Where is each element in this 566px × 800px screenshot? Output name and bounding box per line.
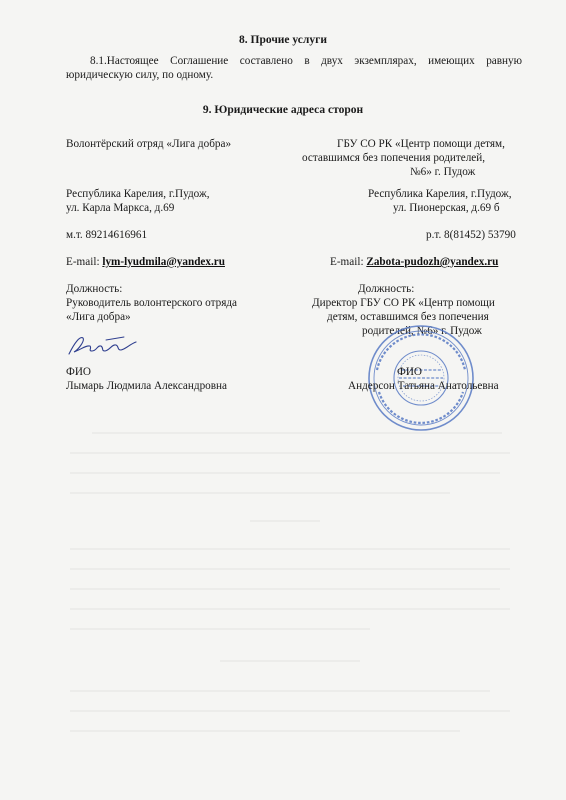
section-9-title: 9. Юридические адреса сторон bbox=[202, 104, 364, 116]
bleed-through-line bbox=[70, 710, 510, 712]
right-position-line1: Директор ГБУ СО РК «Центр помощи bbox=[312, 297, 495, 309]
bleed-through-line bbox=[220, 660, 360, 662]
left-phone: м.т. 89214616961 bbox=[66, 229, 148, 241]
left-email-line bbox=[66, 256, 225, 269]
left-fio: Лымарь Людмила Александровна bbox=[66, 380, 227, 392]
bleed-through-line bbox=[70, 608, 510, 610]
right-email-link[interactable]: Zabota-pudozh@yandex.ru bbox=[366, 256, 499, 268]
right-position-line3: родителей, №6» г. Пудож bbox=[362, 325, 482, 337]
left-fio-label: ФИО bbox=[66, 366, 91, 378]
left-org: Волонтёрский отряд «Лига добра» bbox=[66, 138, 232, 150]
right-phone: р.т. 8(81452) 53790 bbox=[426, 229, 516, 241]
right-email-label: E-mail: bbox=[330, 256, 367, 268]
right-position-line2: детям, оставшимся без попечения bbox=[327, 311, 489, 323]
section-8-text: 8.1.Настоящее Соглашение составлено в двух экземплярах, имеющих равную юридическую силу, по одному. bbox=[66, 55, 522, 81]
bleed-through-line bbox=[70, 492, 450, 494]
left-email-link[interactable]: lym-lyudmila@yandex.ru bbox=[102, 256, 225, 268]
bleed-through-line bbox=[92, 432, 502, 434]
right-org-line1: ГБУ СО РК «Центр помощи детям, bbox=[337, 138, 505, 150]
right-fio-label: ФИО bbox=[397, 366, 422, 378]
right-fio: Андерсон Татьяна Анатольевна bbox=[348, 380, 499, 392]
right-position-label: Должность: bbox=[358, 283, 415, 295]
left-address-line1: Республика Карелия, г.Пудож, bbox=[66, 188, 210, 200]
right-email-line bbox=[330, 256, 498, 269]
left-signature bbox=[66, 332, 138, 358]
bleed-through-line bbox=[250, 520, 320, 522]
bleed-through-line bbox=[70, 690, 490, 692]
bleed-through-line bbox=[70, 730, 460, 732]
section-8-title: 8. Прочие услуги bbox=[239, 34, 327, 46]
bleed-through-line bbox=[70, 452, 510, 454]
right-address-line2: ул. Пионерская, д.69 б bbox=[393, 202, 500, 214]
bleed-through-line bbox=[70, 472, 500, 474]
bleed-through-line bbox=[70, 628, 370, 630]
bleed-through-line bbox=[70, 588, 500, 590]
right-org-line3: №6» г. Пудож bbox=[410, 166, 476, 178]
right-address-line1: Республика Карелия, г.Пудож, bbox=[368, 188, 512, 200]
left-position-line2: «Лига добра» bbox=[66, 311, 131, 323]
bleed-through-line bbox=[70, 548, 510, 550]
left-position-label: Должность: bbox=[66, 283, 123, 295]
left-position-line1: Руководитель волонтерского отряда bbox=[66, 297, 238, 309]
bleed-through-line bbox=[70, 568, 510, 570]
right-org-line2: оставшимся без попечения родителей, bbox=[302, 152, 486, 164]
left-email-label: E-mail: bbox=[66, 256, 103, 268]
left-address-line2: ул. Карла Маркса, д.69 bbox=[66, 202, 175, 214]
